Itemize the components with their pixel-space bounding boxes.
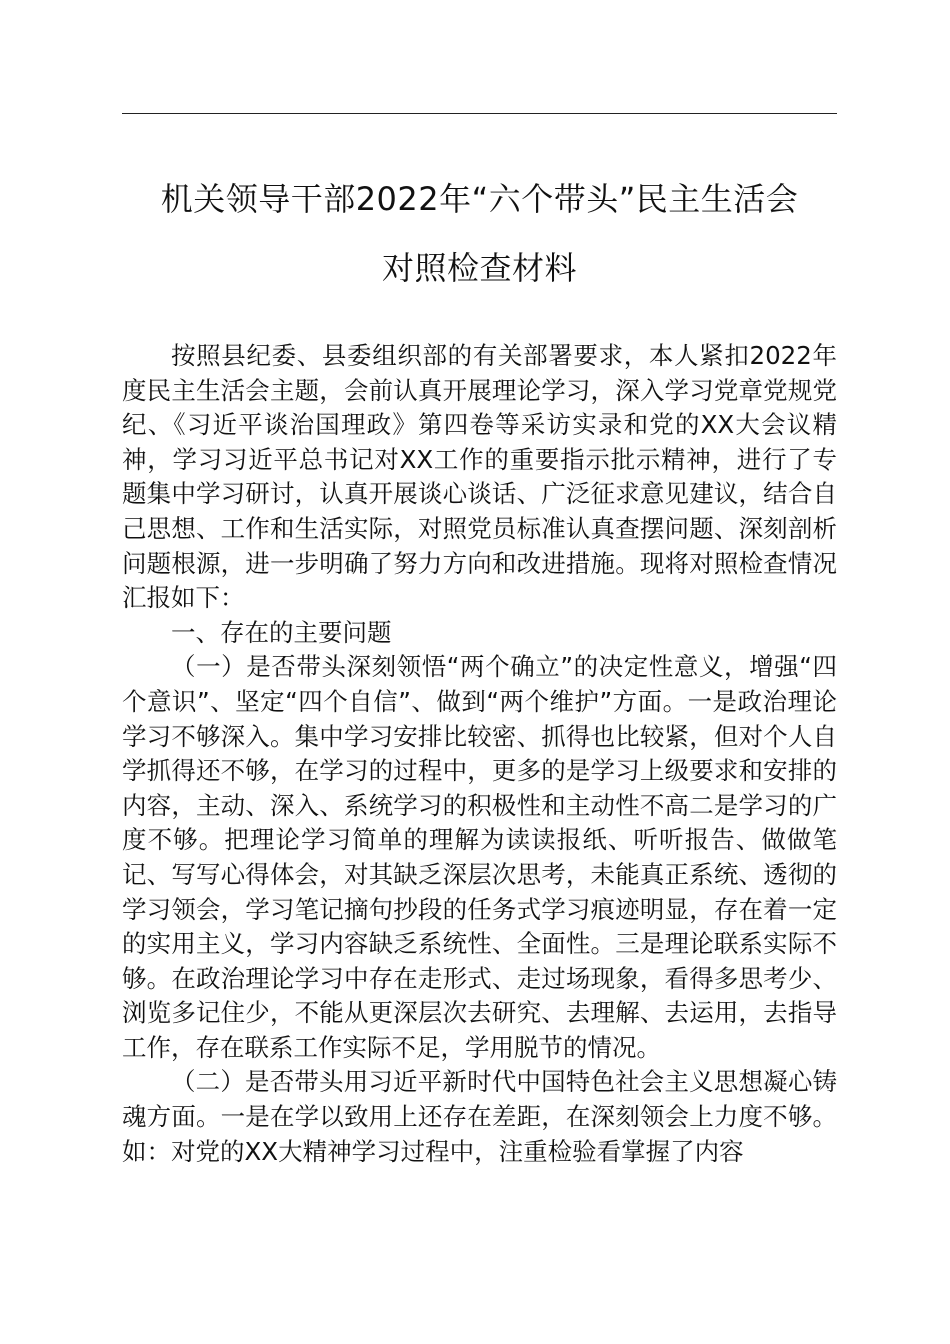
- document-body: [122, 339, 837, 1169]
- section-heading: 一、存在的主要问题: [171, 617, 392, 647]
- document-subtitle: 对照检查材料: [381, 249, 577, 287]
- document-title: 机关领导干部2022年“六个带头”民主生活会: [160, 180, 799, 218]
- header-rule: [122, 113, 837, 114]
- intro-paragraph: 按照县纪委、县委组织部的有关部署要求，本人紧扣2022年度民主生活会主题，会前认真开展理论学习，深入学习党章党规党纪、《习近平谈治国理政》第四卷等采访实录和党的XX大会议精神，学习习近平总书记对XX工作的重要指示批示精神，进行了专题集中学习研讨，认真开展谈心谈话、广泛征求意见建议，结合自己思想、工作和生活实际，对照党员标准认真查摆问题、深刻剖析问题根源，进一步明确了努力方向和改进措施。现将对照检查情况汇报如下：: [122, 341, 837, 613]
- issue-paragraph-1: （一）是否带头深刻领悟“两个确立”的决定性意义，增强“四个意识”、坚定“四个自信”、做到“两个维护”方面。一是政治理论学习不够深入。集中学习安排比较密、抓得也比较紧，但对个人自学抓得还不够，在学习的过程中，更多的是学习上级要求和安排的内容，主动、深入、系统学习的积极性和主动性不高二是学习的广度不够。把理论学习简单的理解为读读报纸、听听报告、做做笔记、写写心得体会，对其缺乏深层次思考，未能真正系统、透彻的学习领会，学习笔记摘句抄段的任务式学习痕迹明显，存在着一定的实用主义，学习内容缺乏系统性、全面性。三是理论联系实际不够。在政治理论学习中存在走形式、走过场现象，看得多思考少、浏览多记住少，不能从更深层次去研究、去理解、去运用，去指导工作，存在联系工作实际不足，学用脱节的情况。: [122, 652, 837, 1062]
- issue-paragraph-2: （二）是否带头用习近平新时代中国特色社会主义思想凝心铸魂方面。一是在学以致用上还存在差距，在深刻领会上力度不够。如：对党的XX大精神学习过程中，注重检验看掌握了内容: [122, 1067, 837, 1166]
